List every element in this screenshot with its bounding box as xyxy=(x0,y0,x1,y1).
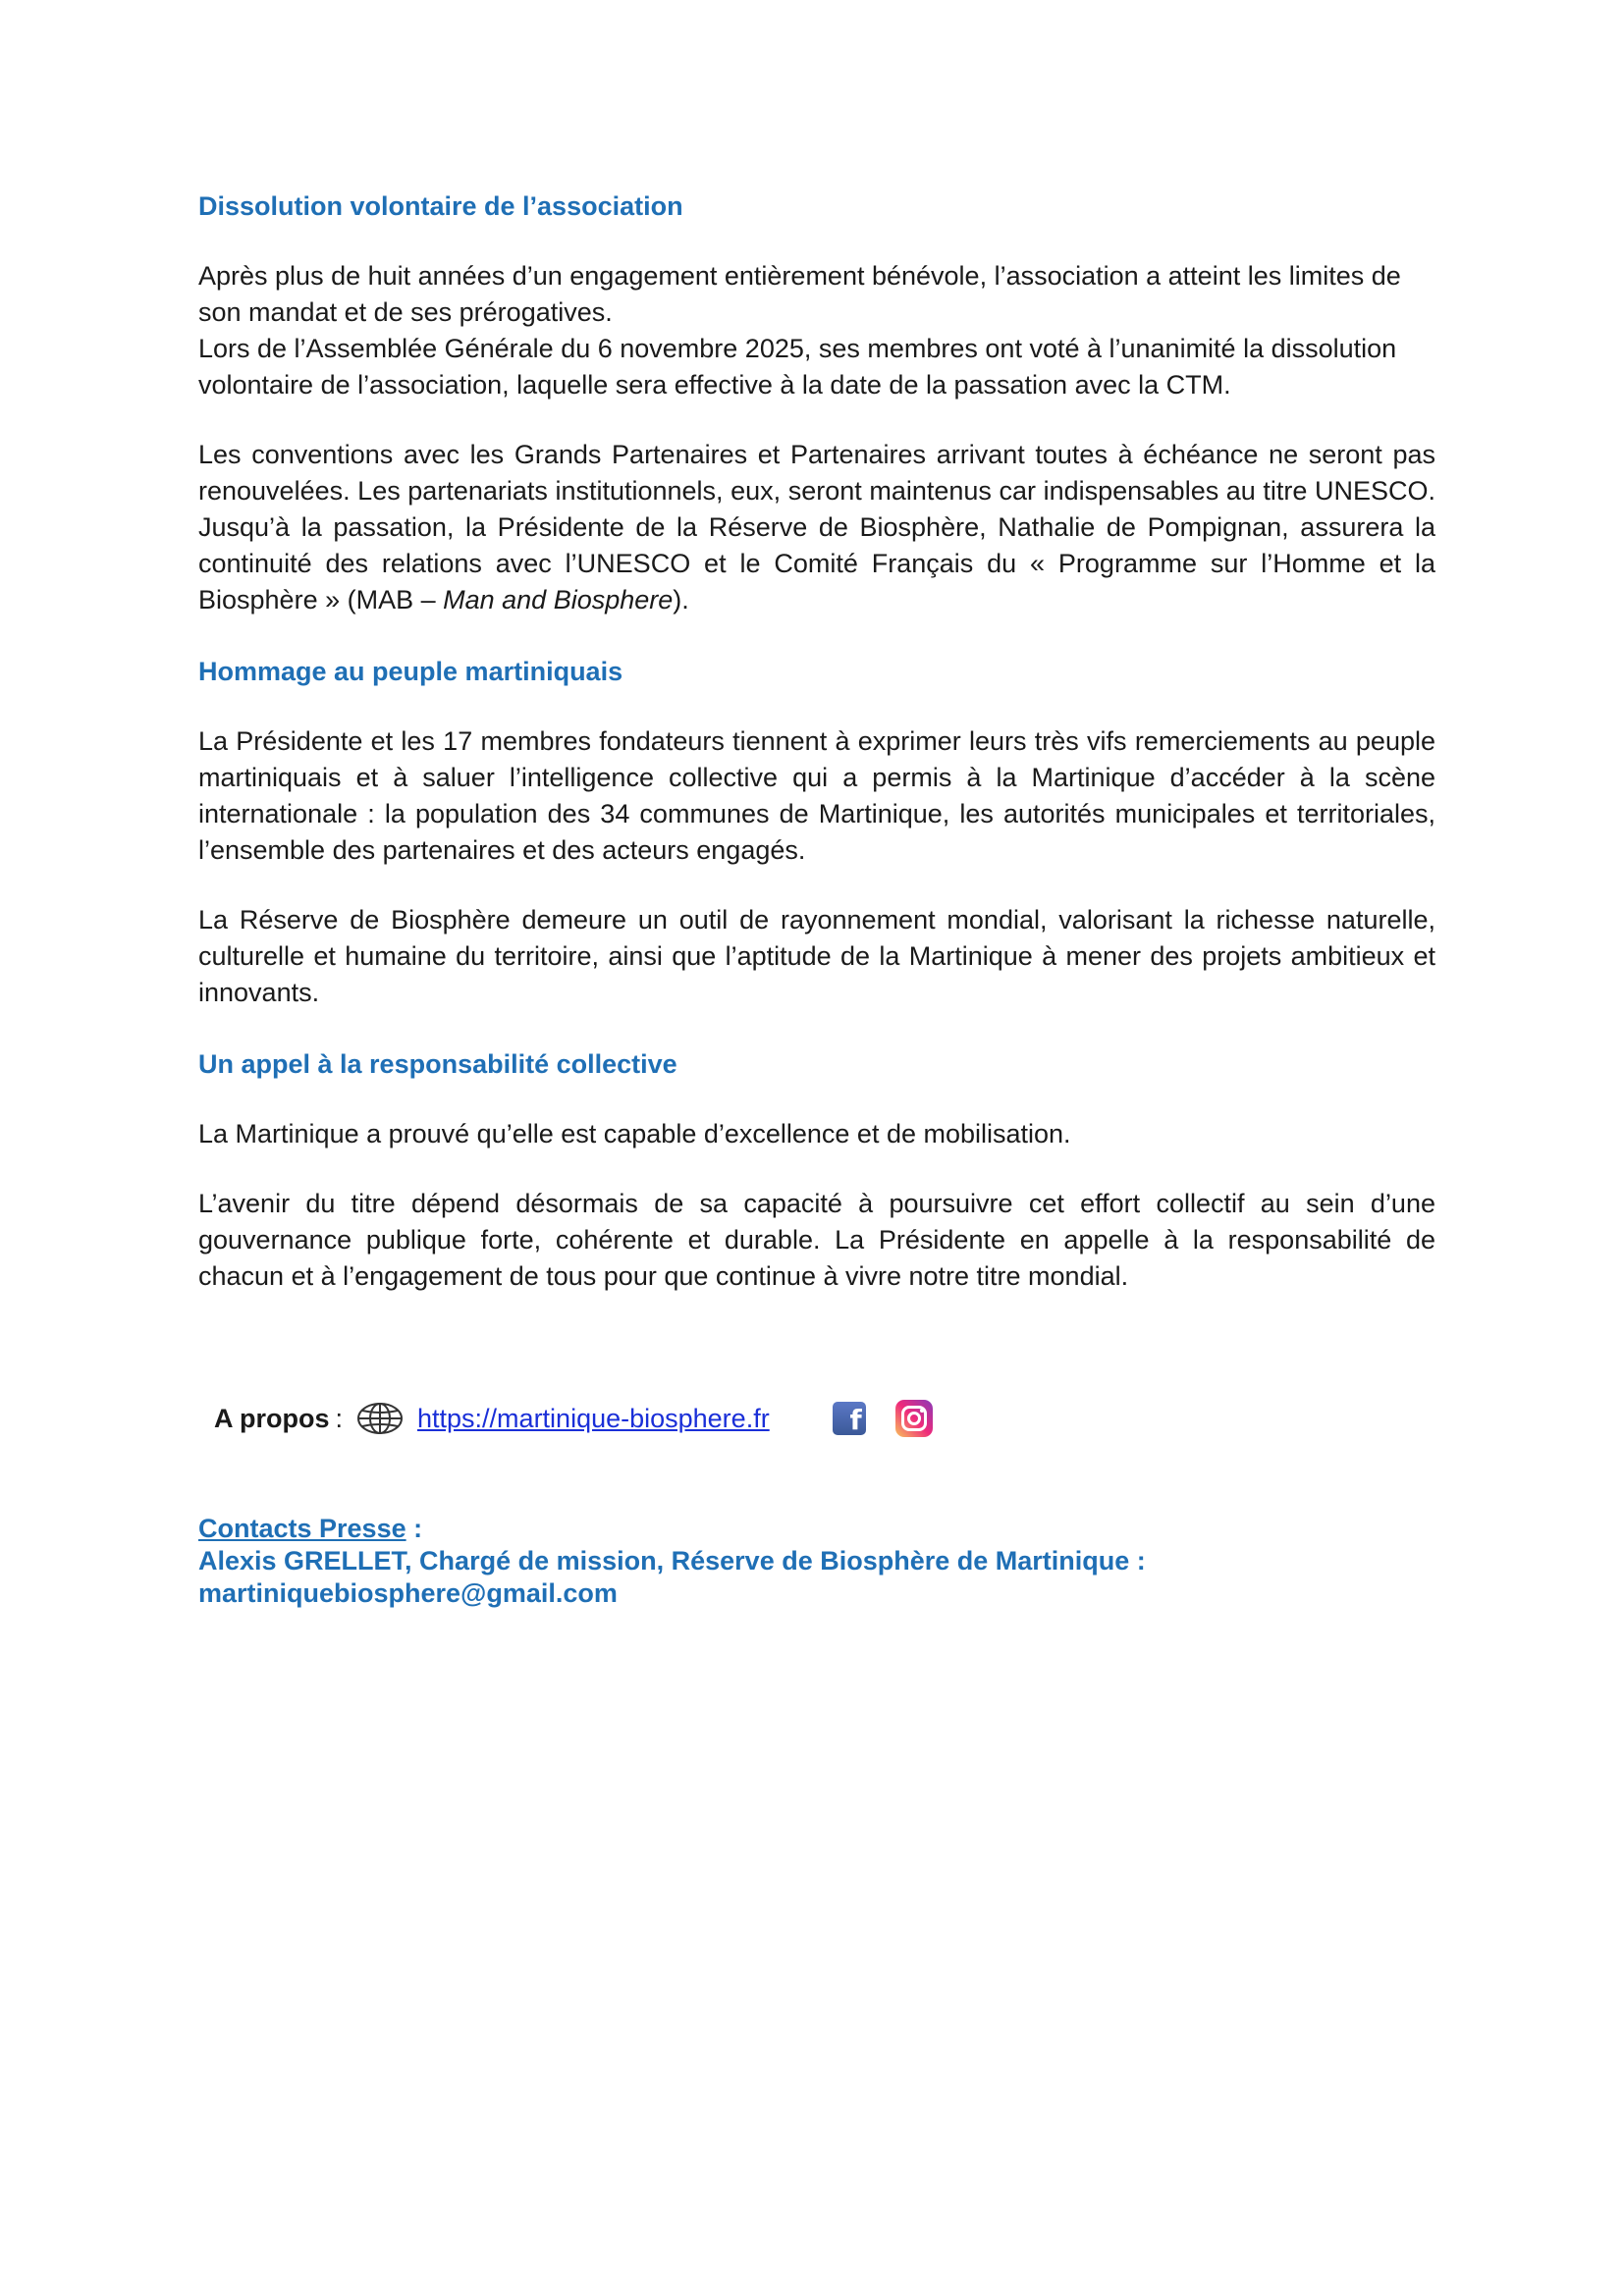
paragraph-dissolution-partners xyxy=(198,437,1435,618)
paragraph-appel-future: L’avenir du titre dépend désormais de sa capacité à poursuivre cet effort collectif au sein d’une gouvernance publique forte, cohérente et durable. La Présidente en appelle à la responsabilité de chacun et à l’engagement de tous pour que continue à vivre notre titre mondial. xyxy=(198,1189,1435,1291)
press-contact-name: Alexis GRELLET, Chargé de mission, Réserve de Biosphère de Martinique : xyxy=(198,1546,1146,1575)
paragraph-dissolution-intro xyxy=(198,258,1435,403)
about-label: A propos xyxy=(214,1403,330,1433)
section-heading-dissolution: Dissolution volontaire de l’association xyxy=(198,191,683,221)
facebook-icon[interactable]: f xyxy=(833,1402,866,1435)
text-line: volontaire de l’association, laquelle sera effective à la date de la passation avec la CTM. xyxy=(198,370,1231,400)
paragraph-text-end: ). xyxy=(673,585,689,614)
paragraph-text: Les conventions avec les Grands Partenaires et Partenaires arrivant toutes à échéance ne seront pas renouvelées. Les partenariats institutionnels, eux, seront maintenus car indispensables au titre UNESCO. Jusqu’à la passation, la Présidente de la Réserve de Biosphère, Nathalie de Pompignan, assurera la continuité des relations avec l’UNESCO et le Comité Français du « Programme sur l’Homme et la Biosphère » (MAB – xyxy=(198,440,1435,614)
about-separator: : xyxy=(335,1403,344,1433)
press-contacts-title[interactable]: Contacts Presse xyxy=(198,1514,406,1543)
instagram-icon[interactable] xyxy=(895,1400,933,1437)
instagram-icon-dot xyxy=(920,1409,924,1413)
section-heading-appel: Un appel à la responsabilité collective xyxy=(198,1049,677,1079)
italic-text: Man and Biosphere xyxy=(443,585,674,614)
globe-icon xyxy=(356,1402,404,1435)
text-line: Après plus de huit années d’un engagement entièrement bénévole, l’association a atteint les limites de xyxy=(198,261,1401,291)
document-body xyxy=(198,188,1435,1295)
instagram-icon-lens xyxy=(907,1412,921,1425)
about-row xyxy=(214,1394,933,1443)
press-contacts-heading xyxy=(198,1513,1146,1545)
paragraph-appel-proof: La Martinique a prouvé qu’elle est capable d’excellence et de mobilisation. xyxy=(198,1119,1071,1148)
website-link[interactable]: https://martinique-biosphere.fr xyxy=(417,1403,770,1433)
paragraph-hommage-thanks: La Présidente et les 17 membres fondateurs tiennent à exprimer leurs très vifs remerciements au peuple martiniquais et à saluer l’intelligence collective qui a permis à la Martinique d’accéder à la scène internationale : la population des 34 communes de Martinique, les autorités municipales et territoriales, l’ensemble des partenaires et des acteurs engagés. xyxy=(198,726,1435,865)
text-line: son mandat et de ses prérogatives. xyxy=(198,297,613,327)
text-line: Lors de l’Assemblée Générale du 6 novembre 2025, ses membres ont voté à l’unanimité la dissolution xyxy=(198,334,1397,363)
press-contacts xyxy=(198,1513,1146,1610)
section-heading-hommage: Hommage au peuple martiniquais xyxy=(198,657,623,686)
paragraph-hommage-reserve: La Réserve de Biosphère demeure un outil de rayonnement mondial, valorisant la richesse naturelle, culturelle et humaine du territoire, ainsi que l’aptitude de la Martinique à mener des projets ambitieux et innovants. xyxy=(198,905,1435,1007)
press-contact-email[interactable]: martiniquebiosphere@gmail.com xyxy=(198,1578,618,1608)
press-contacts-colon: : xyxy=(406,1514,423,1543)
